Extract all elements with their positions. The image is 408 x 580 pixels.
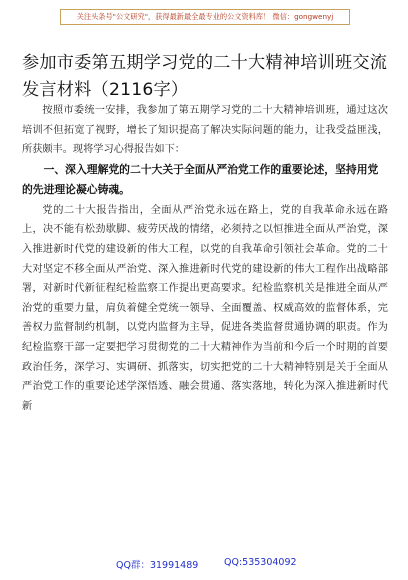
intro-paragraph: 按照市委统一安排，我参加了第五期学习党的二十大精神培训班，通过这次培训不但拓宽了视野，增长了知识提高了解决实际问题的能力，让我受益匪浅，所获颇丰。现将学习心得报告如下： xyxy=(22,105,388,156)
document-body xyxy=(22,101,388,416)
section-heading: 一、深入理解党的二十大关于全面从严治党工作的重要论述，坚持用党的先进理论凝心铸魂。 xyxy=(22,162,379,197)
top-banner: 关注头条号"公文研究"，获得最新最全最专业的公文资料库！ 微信：gongwenyj xyxy=(60,9,350,25)
section-paragraph: 党的二十大报告指出，全面从严治党永远在路上，党的自我革命永远在路上，决不能有松劲歇脚、疲劳厌战的情绪，必须持之以恒推进全面从严治党，深入推进新时代党的建设新的伟大工程，以党的自我革命引领社会革命。党的二十大对坚定不移全面从严治党、深入推进新时代党的建设新的伟大工程作出战略部署，对新时代新征程纪检监察工作提出更高要求。纪检监察机关是推进全面从严治党的重要力量，肩负着健全党统一领导、全面覆盖、权威高效的监督体系，完善权力监督制约机制，以党内监督为主导，促进各类监督贯通协调的职责。作为纪检监察干部一定要把学习贯彻党的二十大精神作为当前和今后一个时期的首要政治任务，深学习、实调研、抓落实，切实把党的二十大精神特别是关于全面从严治党工作的重要论述学深悟透、融会贯通、落实落地，转化为深入推进新时代新 xyxy=(22,204,388,412)
document-title: 参加市委第五期学习党的二十大精神培训班交流发言材料（2116字） xyxy=(22,53,388,100)
footer-qq: QQ:535304092 xyxy=(224,557,297,568)
footer xyxy=(0,557,408,575)
footer-qq-group: QQ群：31991489 xyxy=(116,560,199,571)
